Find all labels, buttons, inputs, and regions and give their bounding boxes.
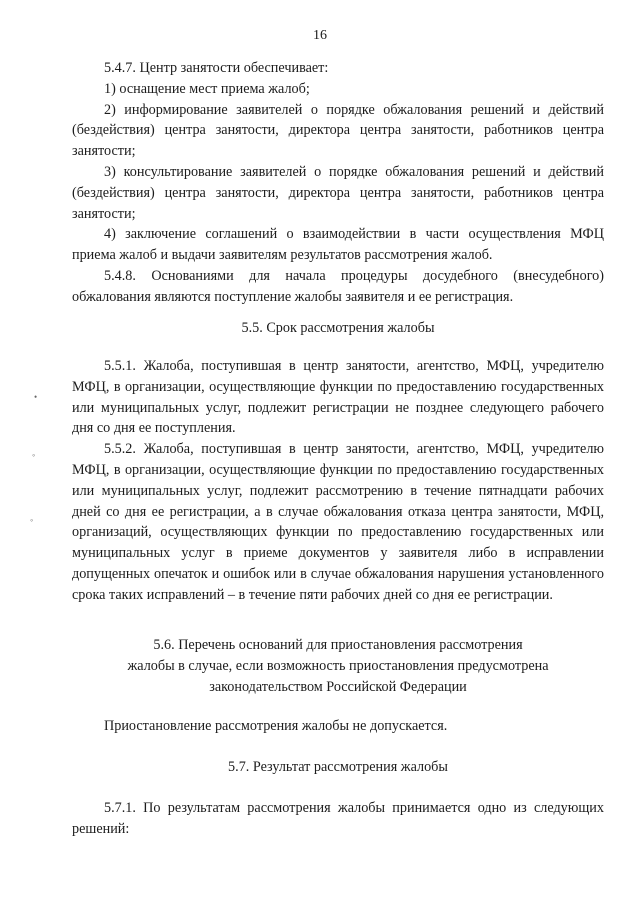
section-heading-line2: жалобы в случае, если возможность приостановления предусмотрена законодательством Российской Федерации bbox=[127, 657, 549, 695]
page-number: 16 bbox=[313, 28, 327, 43]
heading-5-5 bbox=[72, 318, 604, 339]
list-item-4: 4) заключение соглашений о взаимодействии в части осуществления МФЦ приема жалоб и выдачи заявителям результатов рассмотрения жалоб. bbox=[72, 226, 604, 264]
margin-mark: ◦ bbox=[30, 515, 34, 525]
section-heading-line1: 5.6. Перечень оснований для приостановления рассмотрения bbox=[153, 637, 523, 653]
paragraph-5-5-1: 5.5.1. Жалоба, поступившая в центр занятости, агентство, МФЦ, учредителю МФЦ, в организации, осуществляющие функции по предоставлению государственных или муниципальных услуг, подлежит регистрации не позднее следующего рабочего дня со дня ее поступления. bbox=[72, 358, 604, 437]
heading-5-7 bbox=[72, 757, 604, 778]
paragraph-5-7-1: 5.7.1. По результатам рассмотрения жалобы принимается одно из следующих решений: bbox=[72, 800, 604, 837]
paragraph-5-6: Приостановление рассмотрения жалобы не допускается. bbox=[104, 718, 448, 734]
paragraph-5-5-2: 5.5.2. Жалоба, поступившая в центр занятости, агентство, МФЦ, учредителю МФЦ, в организации, осуществляющие функции по предоставлению государственных или муниципальных услуг, подлежит рассмотрению в течение пятнадцати рабочих дней со дня ее регистрации, а в случае обжалования отказа центра занятости, МФЦ, организаций, осуществляющих функции по предоставлению государственных или муниципальных услуг в приеме документов у заявителя либо в исправлении допущенных опечаток и ошибок или в случае обжалования нарушения установленного срока таких исправлений – в течение пяти рабочих дней со дня ее регистрации. bbox=[72, 441, 604, 603]
margin-mark: • bbox=[34, 392, 38, 402]
list-item-3: 3) консультирование заявителей о порядке обжалования решений и действий (бездействия) центра занятости, директора центра занятости, работников центра занятости; bbox=[72, 163, 604, 222]
section-5-4-block bbox=[72, 58, 604, 308]
margin-mark: ◦ bbox=[32, 450, 36, 460]
section-heading: 5.7. Результат рассмотрения жалобы bbox=[228, 759, 448, 775]
paragraph-5-4-7: 5.4.7. Центр занятости обеспечивает: bbox=[104, 60, 329, 76]
section-heading: 5.5. Срок рассмотрения жалобы bbox=[241, 320, 435, 336]
section-5-7-text bbox=[72, 798, 604, 840]
paragraph-5-4-8: 5.4.8. Основаниями для начала процедуры досудебного (внесудебного) обжалования являются поступление жалобы заявителя и ее регистрация. bbox=[72, 267, 604, 305]
heading-5-6 bbox=[72, 635, 604, 697]
list-item-1: 1) оснащение мест приема жалоб; bbox=[104, 80, 310, 97]
section-5-5-block bbox=[72, 356, 604, 606]
list-item-2: 2) информирование заявителей о порядке обжалования решений и действий (бездействия) центра занятости, директора центра занятости, работников центра занятости; bbox=[72, 101, 604, 160]
section-5-6-text bbox=[72, 716, 604, 737]
